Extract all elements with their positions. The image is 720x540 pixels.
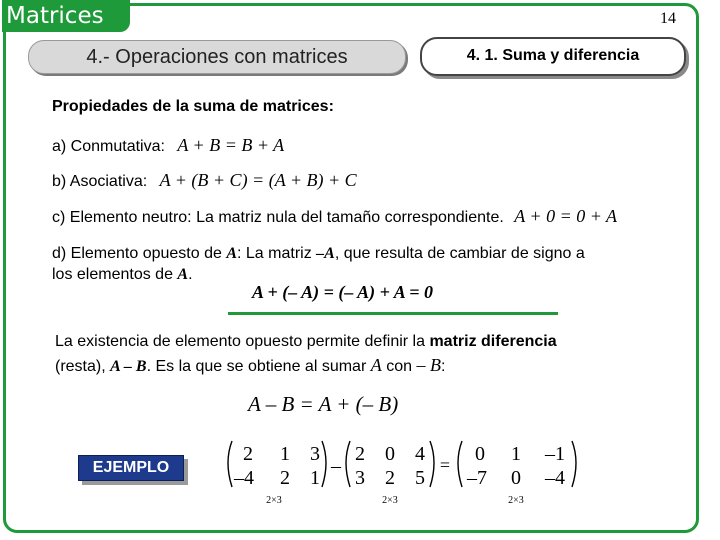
matrix-cell: –7 (467, 467, 487, 489)
properties-heading: Propiedades de la suma de matrices: (52, 98, 334, 115)
matrix-cell: –4 (234, 467, 254, 489)
property-label: b) Asociativa: (52, 173, 148, 190)
matrix-cell: –1 (545, 443, 565, 465)
property-neutral (52, 206, 617, 227)
bracket-right (430, 441, 434, 487)
matrix-cell: 2 (385, 467, 395, 489)
text-segment: : (440, 358, 446, 375)
math-formula: A + (– A) = (– A) + A = 0 (252, 282, 434, 302)
text-segment: (resta), (55, 358, 106, 375)
matrix-cell: 2 (355, 443, 365, 465)
difference-line1 (55, 333, 557, 351)
text-segment: , que resulta de cambiar de signo a (334, 245, 585, 262)
matrix-cell: 2 (243, 443, 253, 465)
matrix-cell: 1 (310, 467, 320, 489)
text-segment: d) Elemento opuesto de (52, 245, 222, 262)
difference-line2 (55, 355, 445, 376)
property-formula: A + (B + C) = (A + B) + C (159, 170, 357, 190)
property-opposite-line1 (52, 245, 585, 263)
property-formula: A + B = B + A (177, 135, 285, 155)
section-title: 4.- Operaciones con matrices (28, 40, 406, 74)
bracket-right (322, 441, 326, 487)
bracket-right (572, 441, 576, 487)
matrix-cell: 3 (310, 443, 320, 465)
difference-formula: A – B = A + (– B) (248, 392, 399, 416)
bracket-left (346, 441, 350, 487)
equals-operator: = (439, 455, 451, 475)
ejemplo-button[interactable]: EJEMPLO (78, 455, 184, 481)
matrix-cell: 4 (415, 443, 425, 465)
property-formula: A + 0 = 0 + A (514, 206, 618, 226)
property-label: a) Conmutativa: (52, 138, 165, 155)
size-label: 2×3 (508, 495, 524, 505)
bracket-left (228, 441, 232, 487)
size-label: 2×3 (266, 495, 282, 505)
text-bold: matriz diferencia (429, 333, 557, 350)
minus-operator: – (331, 455, 341, 477)
property-commutative (52, 135, 284, 156)
text-segment: los elementos de (52, 266, 173, 283)
page-number: 14 (660, 10, 676, 27)
matrix-example (222, 435, 582, 505)
matrix-cell: 0 (475, 443, 485, 465)
property-label: c) Elemento neutro: La matriz nula del tamaño correspondiente. (52, 209, 504, 226)
math-symbol: A – B (110, 358, 147, 375)
text-segment: con (386, 358, 412, 375)
text-segment: . Es la que se obtiene al sumar (146, 358, 367, 375)
property-opposite-formula (252, 282, 433, 303)
size-label: 2×3 (382, 495, 398, 505)
matrix-cell: 0 (385, 443, 395, 465)
math-symbol: A (177, 266, 189, 283)
matrix-cell: –4 (545, 467, 565, 489)
property-opposite-line2 (52, 266, 193, 284)
matrix-cell: 1 (280, 443, 290, 465)
math-symbol: A (370, 355, 382, 375)
math-symbol: A (226, 245, 238, 262)
matrix-cell: 2 (280, 467, 290, 489)
matrix-cell: 5 (415, 467, 425, 489)
matrix-cell: 1 (511, 443, 521, 465)
text-segment: : La matriz (237, 245, 312, 262)
math-symbol: –A (316, 245, 335, 262)
divider-line (228, 312, 558, 315)
math-symbol: – B (416, 355, 441, 375)
subsection-title: 4. 1. Suma y diferencia (420, 37, 686, 76)
bracket-left (458, 441, 462, 487)
matrix-cell: 3 (355, 467, 365, 489)
text-segment: . (188, 266, 193, 283)
text-segment: La existencia de elemento opuesto permite definir la (55, 333, 425, 350)
app-title: Matrices (2, 0, 130, 32)
matrix-cell: 0 (511, 467, 521, 489)
property-associative (52, 170, 357, 191)
